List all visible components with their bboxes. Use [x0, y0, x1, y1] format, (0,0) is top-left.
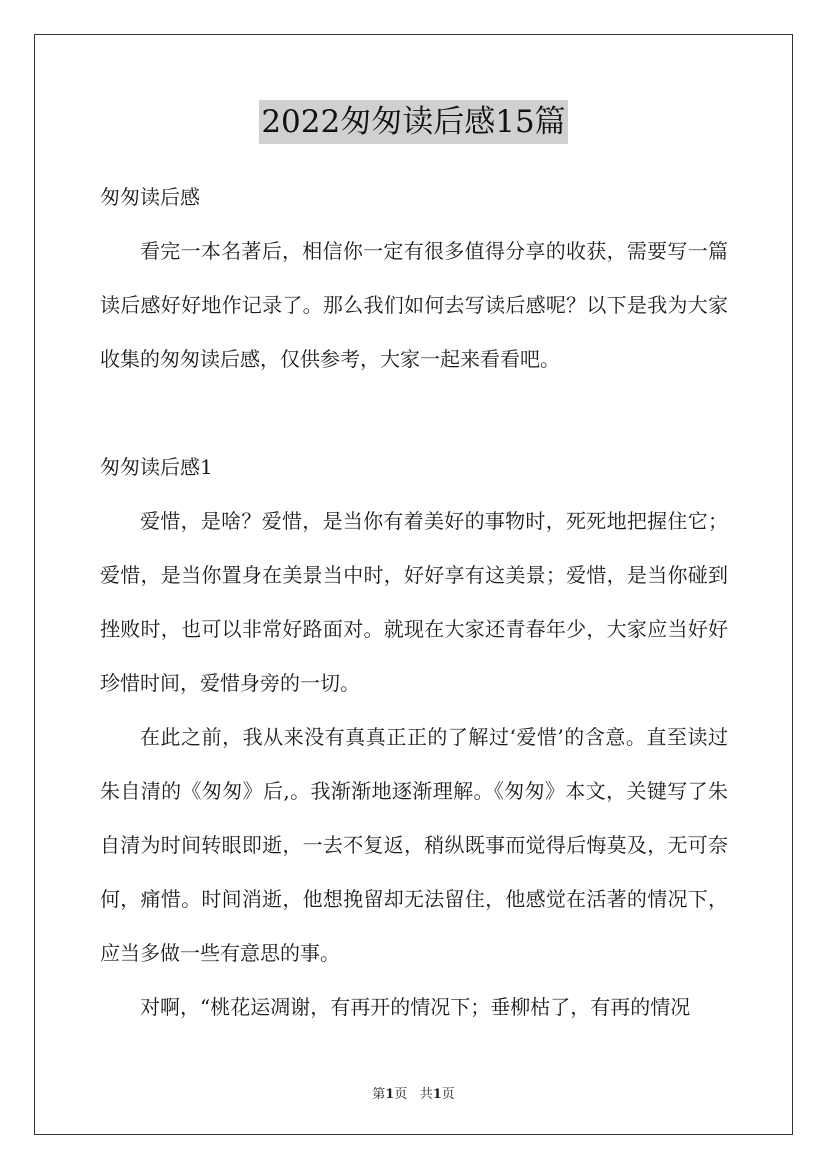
footer-total-pages: 1: [432, 1087, 442, 1102]
paragraph-spacer: [100, 386, 728, 440]
document-title: 2022匆匆读后感15篇: [259, 100, 567, 144]
body-paragraph-3: 对啊，“桃花运凋谢，有再开的情况下；垂柳枯了，有再的情况: [140, 995, 691, 1019]
body-paragraph-2: 在此之前，我从来没有真真正正的了解过‘爱惜’的含意。直至读过朱自清的《匆匆》后,。我渐渐地逐渐理解。《匆匆》本文，关键写了朱自清为时间转眼即逝，一去不复返，稍纵既事而觉得后悔莫及，无可奈何，痛惜。时间消逝，他想挽留却无法留住，他感觉在活著的情况下，应当多做一些有意思的事。: [100, 725, 728, 965]
section-heading: 匆匆读后感: [100, 185, 200, 209]
footer-mid: 页 共: [394, 1087, 433, 1102]
essay-heading: 匆匆读后感1: [100, 455, 213, 479]
intro-paragraph: 看完一本名著后，相信你一定有很多值得分享的收获，需要写一篇读后感好好地作记录了。那么我们如何去写读后感呢？以下是我为大家收集的匆匆读后感，仅供参考，大家一起来看看吧。: [100, 239, 728, 371]
title-container: [0, 100, 827, 144]
page-footer: [0, 1083, 827, 1102]
document-body: [100, 170, 728, 1034]
footer-prefix: 第: [372, 1087, 386, 1102]
footer-current-page: 1: [385, 1087, 395, 1102]
body-paragraph-1: 爱惜，是啥？爱惜，是当你有着美好的事物时，死死地把握住它；爱惜，是当你置身在美景当中时，好好享有这美景；爱惜，是当你碰到挫败时，也可以非常好路面对。就现在大家还青春年少，大家应当好好珍惜时间，爱惜身旁的一切。: [100, 509, 728, 695]
footer-suffix: 页: [441, 1087, 455, 1102]
